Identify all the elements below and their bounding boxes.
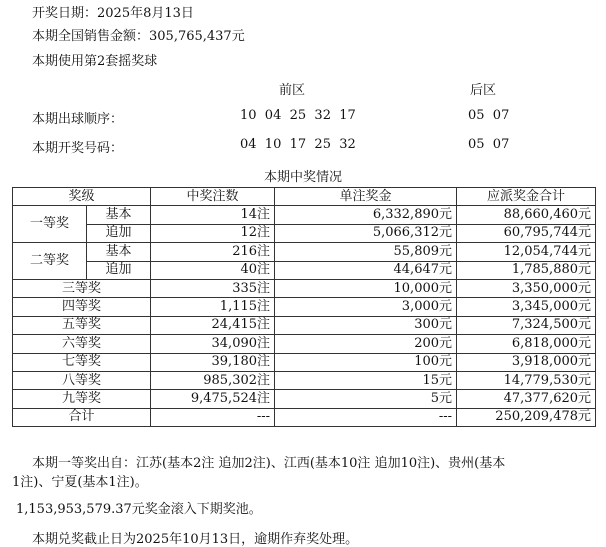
total-cell: 3,918,000元 (457, 353, 596, 371)
header-total: 应派奖金合计 (457, 188, 596, 206)
count-cell: 335注 (151, 279, 275, 297)
prize-table (12, 187, 596, 427)
prize-cell: 3,000元 (275, 298, 457, 316)
first-prize-origin-line2: 1注)、宁夏(基本1注)。 (12, 475, 148, 490)
redeem-deadline: 本期兑奖截止日为2025年10月13日，逾期作弃奖处理。 (32, 532, 359, 547)
total-cell: 7,324,500元 (457, 316, 596, 334)
table-sum-row (13, 408, 596, 426)
prize-cell: 10,000元 (275, 279, 457, 297)
sub-level: 基本 (87, 206, 151, 224)
order-back-numbers: 05 07 (468, 108, 510, 123)
level-name: 八等奖 (13, 371, 151, 389)
count-cell: 34,090注 (151, 335, 275, 353)
back-zone-label: 后区 (470, 83, 497, 98)
table-row (13, 371, 596, 389)
count-cell: 14注 (151, 206, 275, 224)
count-cell: 24,415注 (151, 316, 275, 334)
sum-label: 合计 (13, 408, 151, 426)
total-cell: 88,660,460元 (457, 206, 596, 224)
prize-cell: 15元 (275, 371, 457, 389)
total-cell: 3,350,000元 (457, 279, 596, 297)
count-cell: 40注 (151, 261, 275, 279)
prize-cell: 6,332,890元 (275, 206, 457, 224)
winning-front-numbers: 04 10 17 25 32 (240, 137, 356, 152)
first-prize-origin-line1: 本期一等奖出自：江苏(基本2注 追加2注)、江西(基本10注 追加10注)、贵州(基本 (32, 456, 506, 471)
level-name: 四等奖 (13, 298, 151, 316)
numbers-label: 本期开奖号码： (32, 141, 124, 156)
total-cell: 14,779,530元 (457, 371, 596, 389)
header-level: 奖级 (13, 188, 151, 206)
table-row (13, 335, 596, 353)
draw-date: 开奖日期：2025年8月13日 (32, 6, 194, 21)
level-name: 六等奖 (13, 335, 151, 353)
jackpot-rollover: 1,153,953,579.37元奖金滚入下期奖池。 (16, 502, 262, 517)
table-row (13, 206, 596, 224)
table-row (13, 353, 596, 371)
table-row (13, 390, 596, 408)
level-name: 二等奖 (13, 243, 87, 280)
sum-total: 250,209,478元 (457, 408, 596, 426)
sub-level: 追加 (87, 224, 151, 242)
count-cell: 9,475,524注 (151, 390, 275, 408)
table-row (13, 243, 596, 261)
prize-cell: 5,066,312元 (275, 224, 457, 242)
table-row (13, 298, 596, 316)
header-prize: 单注奖金 (275, 188, 457, 206)
sub-level: 基本 (87, 243, 151, 261)
winning-back-numbers: 05 07 (468, 137, 510, 152)
front-zone-label: 前区 (279, 83, 306, 98)
sum-count: --- (151, 408, 275, 426)
table-row (13, 279, 596, 297)
level-name: 九等奖 (13, 390, 151, 408)
prize-cell: 100元 (275, 353, 457, 371)
sub-level: 追加 (87, 261, 151, 279)
count-cell: 39,180注 (151, 353, 275, 371)
level-name: 七等奖 (13, 353, 151, 371)
header-count: 中奖注数 (151, 188, 275, 206)
prize-cell: 5元 (275, 390, 457, 408)
total-cell: 6,818,000元 (457, 335, 596, 353)
count-cell: 1,115注 (151, 298, 275, 316)
total-cell: 1,785,880元 (457, 261, 596, 279)
total-cell: 12,054,744元 (457, 243, 596, 261)
total-cell: 3,345,000元 (457, 298, 596, 316)
prize-cell: 55,809元 (275, 243, 457, 261)
level-name: 五等奖 (13, 316, 151, 334)
table-header-row (13, 188, 596, 206)
total-cell: 47,377,620元 (457, 390, 596, 408)
count-cell: 216注 (151, 243, 275, 261)
level-name: 三等奖 (13, 279, 151, 297)
sum-prize: --- (275, 408, 457, 426)
prize-cell: 200元 (275, 335, 457, 353)
table-row (13, 224, 596, 242)
ball-set: 本期使用第2套摇奖球 (32, 54, 158, 69)
level-name: 一等奖 (13, 206, 87, 243)
prize-cell: 300元 (275, 316, 457, 334)
sales-amount: 本期全国销售金额：305,765,437元 (32, 29, 245, 44)
order-front-numbers: 10 04 25 32 17 (240, 108, 356, 123)
total-cell: 60,795,744元 (457, 224, 596, 242)
count-cell: 12注 (151, 224, 275, 242)
table-row (13, 261, 596, 279)
table-row (13, 316, 596, 334)
order-label: 本期出球顺序： (32, 112, 124, 127)
prize-cell: 44,647元 (275, 261, 457, 279)
count-cell: 985,302注 (151, 371, 275, 389)
table-title: 本期中奖情况 (263, 170, 342, 185)
